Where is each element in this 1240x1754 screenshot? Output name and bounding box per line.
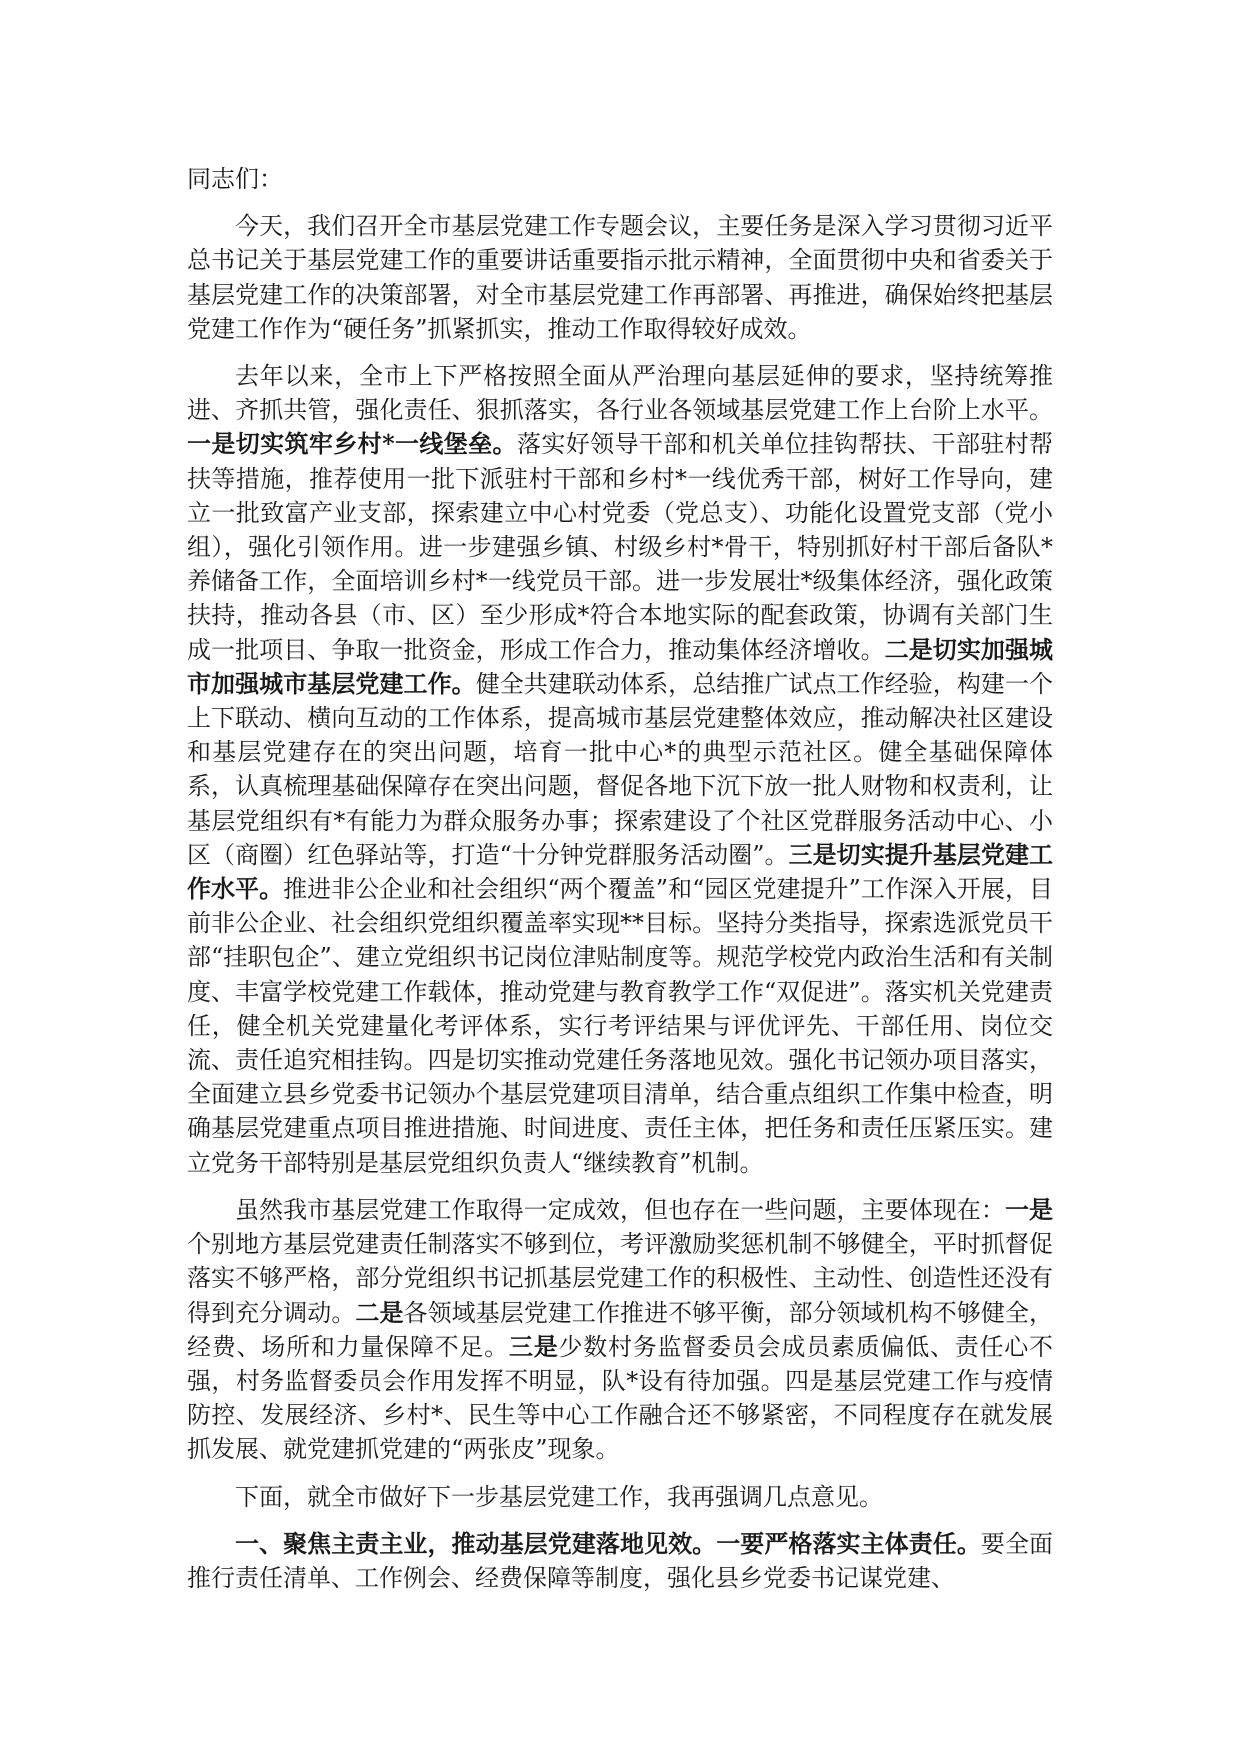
salutation: 同志们： bbox=[187, 165, 283, 193]
problem-text-3: 少数村务监督委员会成员素质偏低、责任心不强，村务监督委员会作用发挥不明显，队*设有待加强。四是基层党建工作与疫情防控、发展经济、乡村*、民生等中心工作融合还不够紧密，不同程度存在就发展抓发展、就党建抓党建的“两张皮”现象。 bbox=[187, 1332, 1054, 1464]
paragraph-transition: 下面，就全市做好下一步基层党建工作，我再强调几点意见。 bbox=[235, 1482, 883, 1511]
improve-level-text: 推进非公企业和社会组织“两个覆盖”和“园区党建提升”工作深入开展，目前非公企业、社会组织党组织覆盖率实现**目标。坚持分类指导，探索选派党员干部“挂职包企”、建立党组织书记岗位津贴制度等。规范学校党内政治生活和有关制度、丰富学校党建工作载体，推动党建与教育教学工作“双促进”。落实机关党建责任，健全机关党建量化考评体系，实行考评结果与评优评先、干部任用、岗位交流、责任追究相挂钩。四是切实推动党建任务落地见效。强化书记领办项目落实，全面建立县乡党委书记领办个基层党建项目清单，结合重点组织工作集中检查，明确基层党建重点项目推进措施、时间进度、责任主体，把任务和责任压紧压实。建立党务干部特别是基层党组织负责人“继续教育”机制。 bbox=[187, 875, 1054, 1177]
heading-urban-party-building: 二是切实加强城市加强城市基层党建工作。 bbox=[187, 634, 1053, 698]
problem-text-1: 个别地方基层党建责任制落实不够到位，考评激励奖惩机制不够健全，平时抓督促落实不够严格，部分党组织书记抓基层党建工作的积极性、主动性、创造性还没有得到充分调动。 bbox=[187, 1230, 1053, 1327]
heading-rural-bastion: 一是切实筑牢乡村*一线堡垒。 bbox=[187, 429, 517, 459]
achievements-intro: 去年以来，全市上下严格按照全面从严治理向基层延伸的要求，坚持统筹推进、齐抓共管，强化责任、狠抓落实，各行业各领域基层党建工作上台阶上水平。 bbox=[187, 362, 1053, 425]
section-one-heading: 一、聚焦主责主业，推动基层党建落地见效。一要严格落实主体责任。 bbox=[235, 1528, 981, 1558]
problem-label-2: 二是 bbox=[355, 1297, 404, 1327]
problem-label-3: 三是 bbox=[508, 1331, 559, 1361]
paragraph-section-one bbox=[187, 1527, 1053, 1595]
paragraph-achievements bbox=[187, 359, 1053, 1180]
problems-intro: 虽然我市基层党建工作取得一定成效，但也存在一些问题，主要体现在： bbox=[235, 1195, 1005, 1224]
document-body bbox=[187, 162, 1053, 1608]
problem-text-2: 各领域基层党建工作推进不够平衡，部分领域机构不够健全，经费、场所和力量保障不足。 bbox=[187, 1298, 1054, 1361]
paragraph-problems bbox=[187, 1193, 1053, 1467]
heading-improve-level: 三是切实提升基层党建工作水平。 bbox=[187, 839, 1053, 904]
problem-label-1: 一是 bbox=[1004, 1194, 1053, 1224]
rural-bastion-text: 落实好领导干部和机关单位挂钩帮扶、干部驻村帮扶等措施，推荐使用一批下派驻村干部和乡村*一线优秀干部，树好工作导向，建立一批致富产业支部，探索建立中心村党委（党总支）、功能化设置党支部（党小组），强化引领作用。进一步建强乡镇、村级乡村*骨干，特别抓好村干部后备队*养储备工作，全面培训乡村*一线党员干部。进一步发展壮*级集体经济，强化政策扶持，推动各县（市、区）至少形成*符合本地实际的配套政策，协调有关部门生成一批项目、争取一批资金，形成工作合力，推动集体经济增收。 bbox=[187, 430, 1053, 664]
urban-party-building-text: 健全共建联动体系，总结推广试点工作经验，构建一个上下联动、横向互动的工作体系，提高城市基层党建整体效应，推动解决社区建设和基层党建存在的突出问题，培育一批中心*的典型示范社区。健全基础保障体系，认真梳理基础保障存在突出问题，督促各地下沉下放一批人财物和权责利，让基层党组织有*有能力为群众服务办事；探索建设了个社区党群服务活动中心、小区（商圈）红色驿站等，打造“十分钟党群服务活动圈”。 bbox=[187, 669, 1054, 869]
paragraph-opening: 今天，我们召开全市基层党建工作专题会议，主要任务是深入学习贯彻习近平总书记关于基层党建工作的重要讲话重要指示批示精神，全面贯彻中央和省委关于基层党建工作的决策部署，对全市基层党建工作再部署、再推进，确保始终把基层党建工作作为“硬任务”抓紧抓实，推动工作取得较好成效。 bbox=[187, 212, 1053, 343]
section-one-text: 要全面推行责任清单、工作例会、经费保障等制度，强化县乡党委书记谋党建、 bbox=[187, 1529, 1054, 1592]
